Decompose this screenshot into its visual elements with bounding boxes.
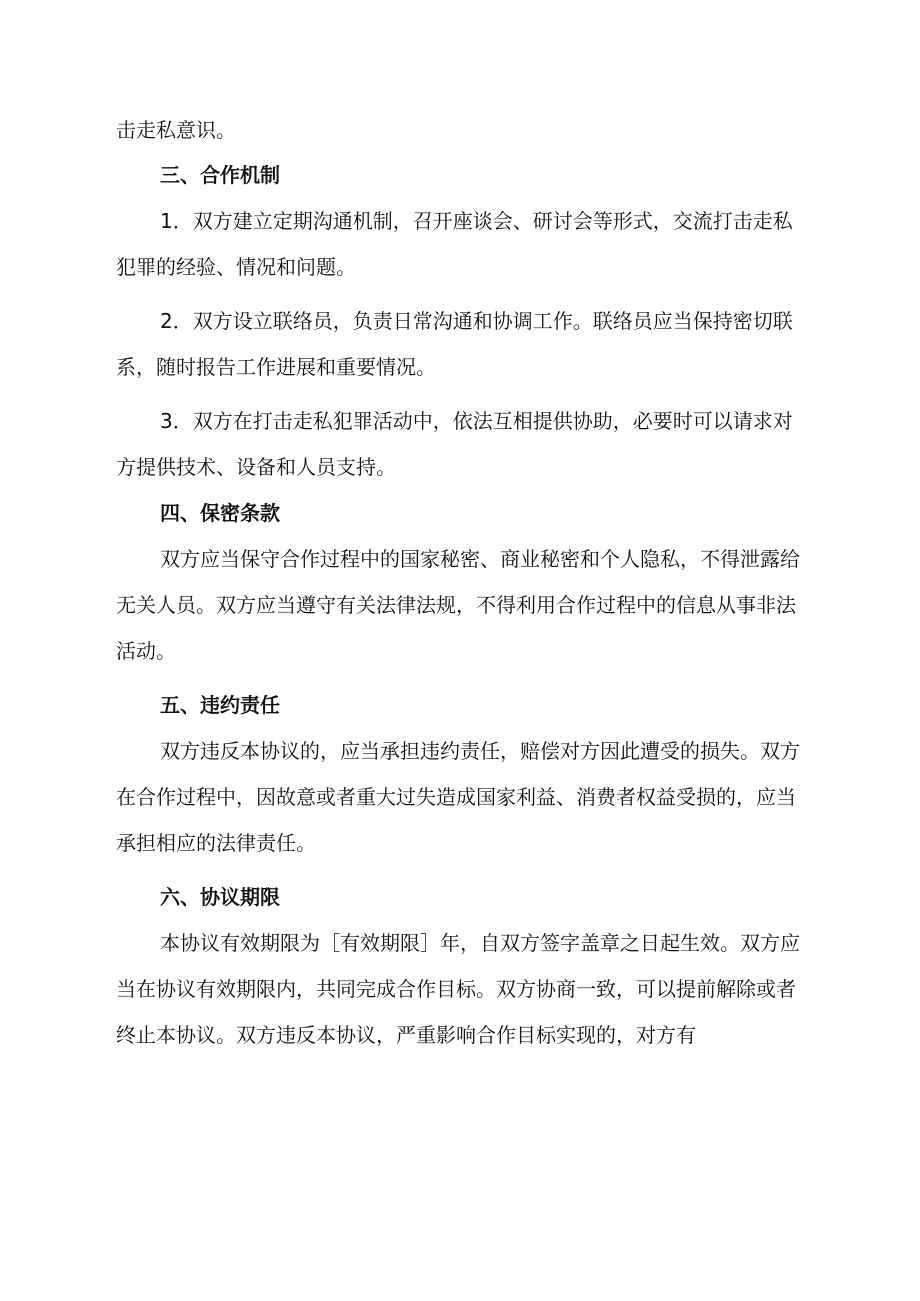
section-4-line-3: 活动。 xyxy=(116,639,176,663)
section-6-line-2: 当在协议有效期限内，共同完成合作目标。双方协商一致，可以提前解除或者 xyxy=(116,977,796,1001)
section-3-item-3-line-2: 方提供技术、设备和人员支持。 xyxy=(116,455,396,479)
section-6-heading: 六、协议期限 xyxy=(160,885,280,909)
section-5-line-3: 承担相应的法律责任。 xyxy=(116,831,316,855)
section-5-line-2: 在合作过程中，因故意或者重大过失造成国家利益、消费者权益受损的，应当 xyxy=(116,785,796,809)
section-6-line-1: 本协议有效期限为［有效期限］年，自双方签字盖章之日起生效。双方应 xyxy=(160,931,800,955)
section-4-line-2: 无关人员。双方应当遵守有关法律法规，不得利用合作过程中的信息从事非法 xyxy=(116,593,796,617)
section-5-line-1: 双方违反本协议的，应当承担违约责任，赔偿对方因此遭受的损失。双方 xyxy=(160,739,800,763)
section-3-item-2-line-1: 2．双方设立联络员，负责日常沟通和协调工作。联络员应当保持密切联 xyxy=(160,309,793,333)
section-3-item-1-line-1: 1．双方建立定期沟通机制，召开座谈会、研讨会等形式，交流打击走私 xyxy=(160,209,793,233)
section-3-item-3-line-1: 3．双方在打击走私犯罪活动中，依法互相提供协助，必要时可以请求对 xyxy=(160,409,793,433)
section-4-heading: 四、保密条款 xyxy=(160,501,280,525)
intro-tail-line: 击走私意识。 xyxy=(116,118,236,142)
section-3-item-1-line-2: 犯罪的经验、情况和问题。 xyxy=(116,255,356,279)
section-4-line-1: 双方应当保守合作过程中的国家秘密、商业秘密和个人隐私，不得泄露给 xyxy=(160,547,800,571)
section-5-heading: 五、违约责任 xyxy=(160,693,280,717)
section-3-heading: 三、合作机制 xyxy=(160,163,280,187)
section-6-line-3: 终止本协议。双方违反本协议，严重影响合作目标实现的，对方有 xyxy=(116,1023,696,1047)
section-3-item-2-line-2: 系，随时报告工作进展和重要情况。 xyxy=(116,355,436,379)
